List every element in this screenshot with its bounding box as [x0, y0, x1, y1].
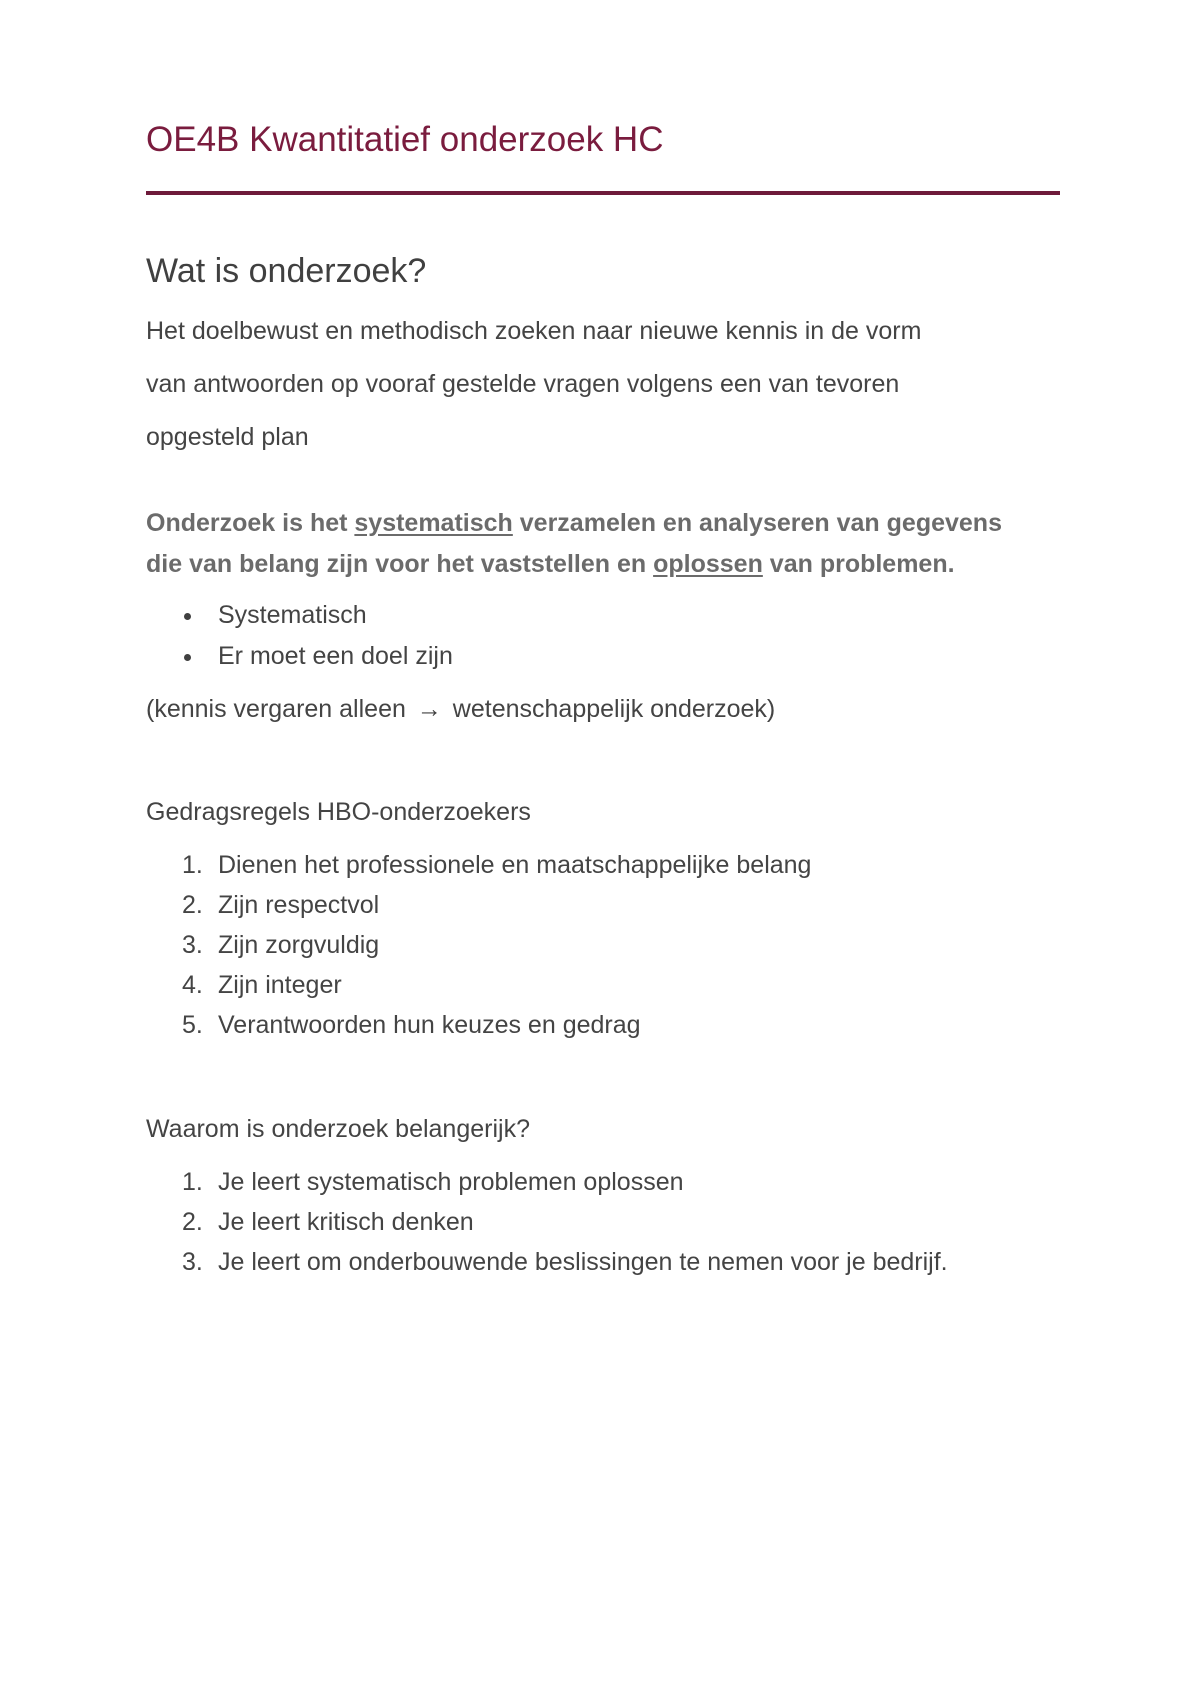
item-text: Dienen het professionele en maatschappelijke belang	[218, 851, 812, 879]
rules-heading: Gedragsregels HBO-onderzoekers	[146, 798, 531, 826]
item-number: 3.	[182, 931, 203, 959]
item-text: Je leert om onderbouwende beslissingen te nemen voor je bedrijf.	[218, 1248, 948, 1276]
item-number: 1.	[182, 851, 203, 879]
importance-heading: Waarom is onderzoek belangerijk?	[146, 1115, 530, 1143]
bullet-icon	[184, 613, 191, 620]
item-text: Je leert systematisch problemen oplossen	[218, 1168, 684, 1196]
definition-line: Het doelbewust en methodisch zoeken naar nieuwe kennis in de vorm	[146, 317, 922, 345]
item-number: 3.	[182, 1248, 203, 1276]
item-number: 1.	[182, 1168, 203, 1196]
item-text: Zijn respectvol	[218, 891, 380, 919]
bullet-text: Systematisch	[218, 601, 367, 629]
bullet-text: Er moet een doel zijn	[218, 642, 453, 670]
item-number: 2.	[182, 891, 203, 919]
item-text: Zijn integer	[218, 971, 342, 999]
item-number: 4.	[182, 971, 203, 999]
underlined-term: oplossen	[653, 550, 763, 578]
bold-definition-line	[146, 509, 1002, 538]
note-text: wetenschappelijk onderzoek)	[452, 695, 776, 723]
definition-line: van antwoorden op vooraf gestelde vragen volgens een van tevoren	[146, 370, 900, 398]
bold-definition-text: verzamelen en analyseren van gegevens	[512, 509, 1002, 537]
section-heading: Wat is onderzoek?	[146, 252, 427, 290]
item-number: 5.	[182, 1011, 203, 1039]
item-text: Je leert kritisch denken	[218, 1208, 474, 1236]
bold-definition-line	[146, 550, 955, 579]
document-title: OE4B Kwantitatief onderzoek HC	[146, 120, 664, 159]
definition-line: opgesteld plan	[146, 423, 309, 451]
bold-definition-text: die van belang zijn voor het vaststellen en	[146, 550, 654, 578]
underlined-term: systematisch	[354, 509, 513, 537]
bold-definition-text: Onderzoek is het	[146, 509, 355, 537]
note-text: (kennis vergaren alleen	[146, 695, 406, 723]
arrow-right-icon: →	[416, 695, 442, 723]
title-divider	[146, 191, 1060, 195]
bold-definition-text: van problemen.	[762, 550, 955, 578]
bullet-icon	[184, 654, 191, 661]
item-text: Zijn zorgvuldig	[218, 931, 380, 959]
item-text: Verantwoorden hun keuzes en gedrag	[218, 1011, 641, 1039]
note-line	[146, 695, 775, 724]
item-number: 2.	[182, 1208, 203, 1236]
